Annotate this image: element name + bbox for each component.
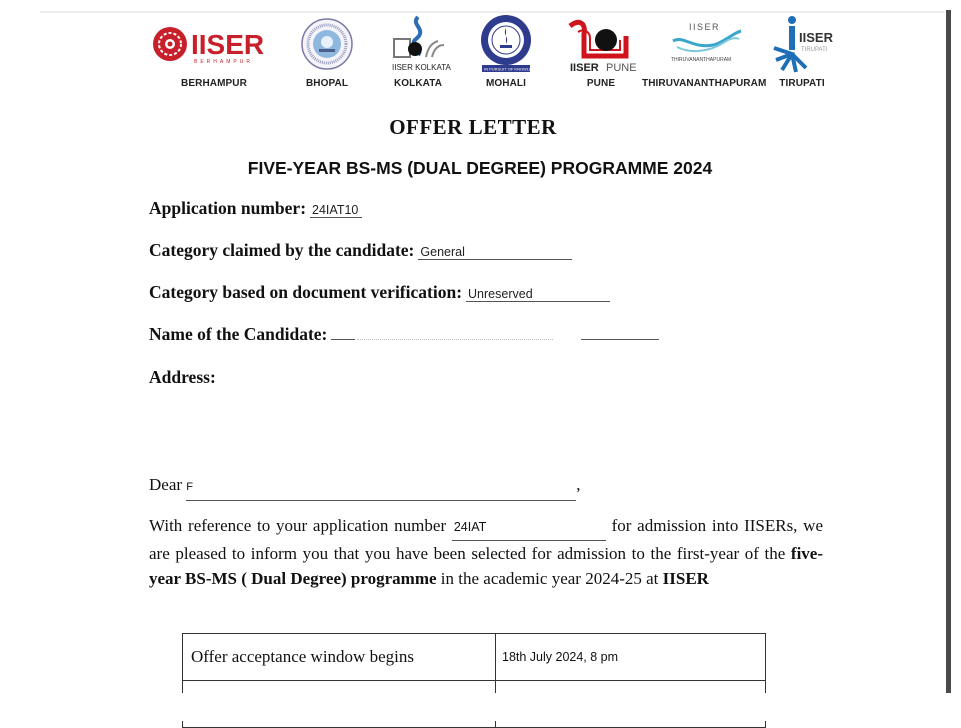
logo-caption-thiruvananthapuram: THIRUVANANTHAPURAM — [642, 78, 767, 89]
field-label: Application number: — [149, 198, 307, 218]
field-category-verified — [149, 282, 610, 303]
pune-emblem-icon — [566, 14, 636, 74]
berhampur-emblem-icon — [150, 22, 278, 66]
field-address — [149, 367, 216, 388]
institute-name: IISER — [662, 569, 709, 588]
field-label: Category claimed by the candidate: — [149, 240, 415, 260]
tirupati-emblem-icon — [772, 14, 832, 74]
field-label: Address: — [149, 367, 216, 387]
svg-text:IISER: IISER — [191, 29, 265, 60]
mohali-seal-icon — [478, 14, 541, 74]
logo-caption-bhopal: BHOPAL — [305, 78, 349, 89]
salutation-comma: , — [576, 475, 581, 494]
logo-berhampur — [150, 14, 278, 89]
logo-caption-berhampur: BERHAMPUR — [181, 78, 247, 89]
svg-text:THIRUVANANTHAPURAM: THIRUVANANTHAPURAM — [671, 57, 732, 63]
programme-name: five-year BS-MS ( Dual Degree) programme — [149, 544, 824, 588]
field-label: Name of the Candidate: — [149, 324, 328, 344]
table-row — [183, 634, 766, 681]
schedule-value: 18th July 2024, 8 pm — [496, 634, 766, 681]
redacted-name — [357, 339, 553, 340]
category-verified-value: Unreserved — [466, 287, 610, 302]
svg-text:IISER: IISER — [570, 62, 599, 74]
salutation — [149, 472, 823, 501]
logo-caption-tirupati: TIRUPATI — [779, 78, 825, 89]
field-candidate-name — [149, 324, 659, 345]
kolkata-emblem-icon — [388, 15, 451, 73]
logo-caption-mohali: MOHALI — [485, 78, 527, 89]
salutation-name: F — [186, 475, 576, 501]
field-category-claimed — [149, 240, 572, 261]
logo-kolkata — [388, 14, 451, 89]
page-top-edge — [40, 11, 945, 13]
logo-caption-pune: PUNE — [586, 78, 616, 89]
field-label: Category based on document verification: — [149, 282, 463, 302]
field-application-number — [149, 198, 362, 219]
svg-text:IISER: IISER — [689, 22, 721, 32]
candidate-name-value — [331, 339, 355, 340]
logo-pune — [566, 14, 636, 89]
scrollbar[interactable] — [946, 10, 951, 693]
bhopal-seal-icon — [300, 17, 354, 71]
programme-subtitle: FIVE-YEAR BS-MS (DUAL DEGREE) PROGRAMME 2024 — [247, 158, 713, 178]
logo-mohali — [478, 14, 541, 89]
logo-tirupati — [772, 14, 832, 89]
body-text: With reference to your application number — [149, 516, 447, 535]
salutation-prefix: Dear — [149, 475, 183, 494]
page-crop-edge — [0, 693, 961, 721]
svg-text:IISER: IISER — [799, 30, 833, 45]
body-text: in the academic year 2024-25 at — [440, 569, 659, 588]
svg-text:IN PURSUIT OF KNOWLEDGE: IN PURSUIT OF KNOWLEDGE — [484, 66, 541, 72]
logo-caption-kolkata: KOLKATA — [393, 78, 443, 89]
category-claimed-value: General — [418, 245, 572, 260]
schedule-label: Offer acceptance window begins — [183, 634, 496, 681]
offer-body-paragraph — [149, 513, 823, 591]
svg-text:PUNE: PUNE — [606, 62, 637, 74]
svg-text:IISER KOLKATA: IISER KOLKATA — [392, 63, 451, 72]
application-number-value: 24IAT10 — [310, 203, 362, 218]
logo-bhopal — [300, 14, 354, 89]
svg-text:BERHAMPUR: BERHAMPUR — [194, 59, 253, 65]
body-application-number: 24IAT — [452, 515, 606, 541]
body-text: for admission into IISERs, we are pleased to inform you that you have been selected for admission to the first-year of the — [149, 516, 824, 563]
svg-text:TIRUPATI: TIRUPATI — [801, 47, 828, 53]
document-title: OFFER LETTER — [389, 115, 557, 139]
name-underline — [581, 339, 659, 340]
thiruvananthapuram-emblem-icon — [663, 19, 745, 69]
logo-thiruvananthapuram — [642, 14, 766, 89]
